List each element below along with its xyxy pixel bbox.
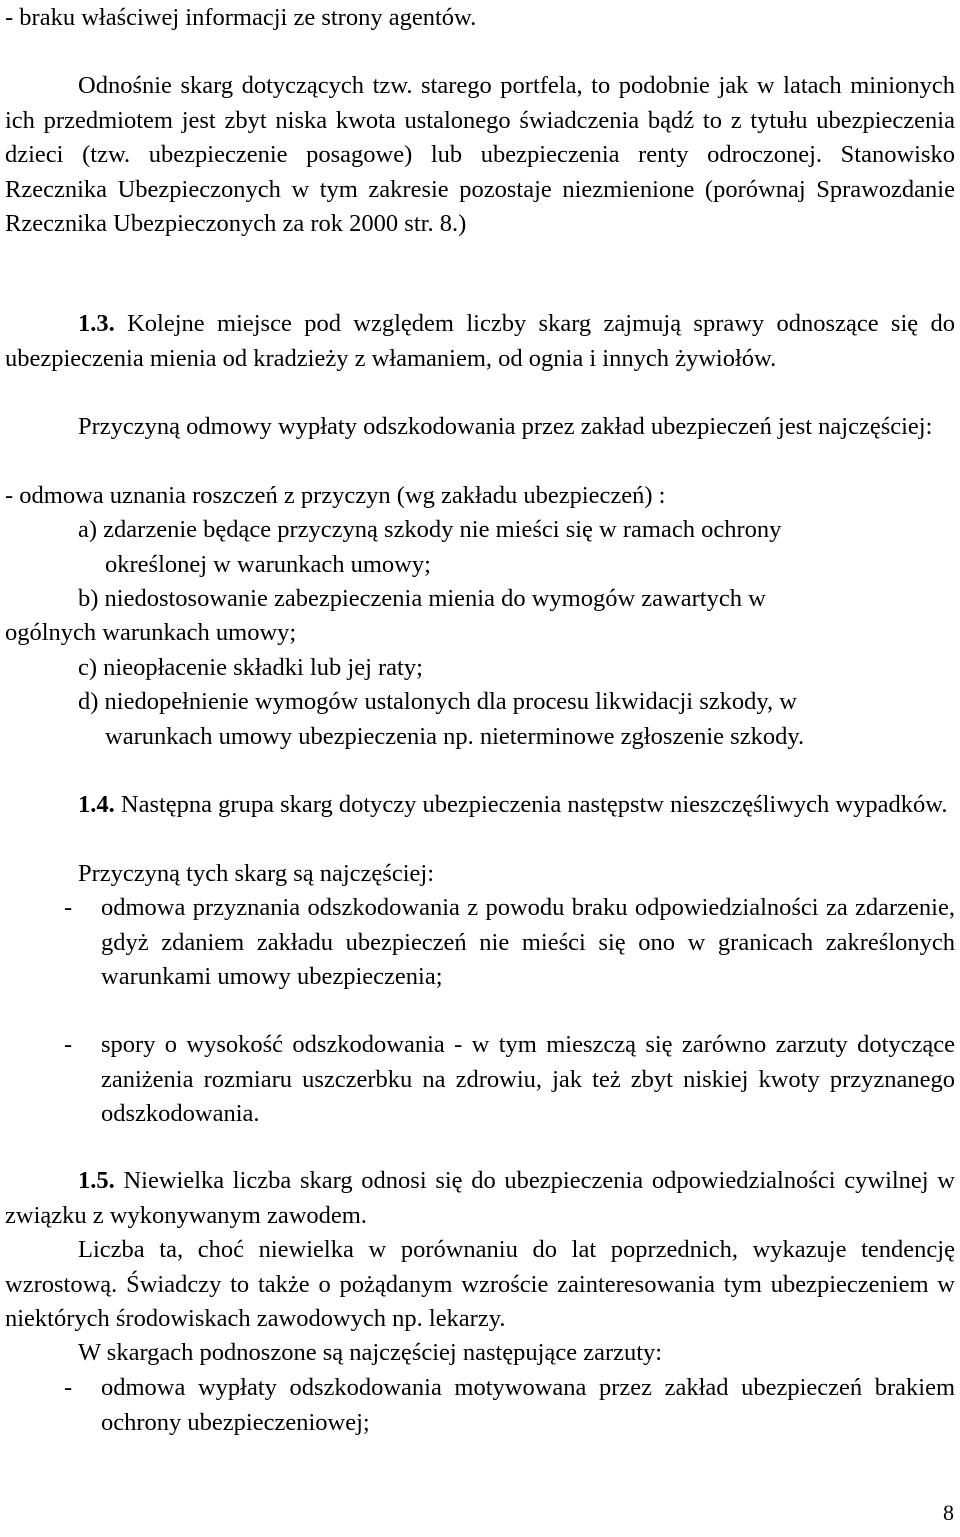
list-item-c: c) nieopłacenie składki lub jej raty;	[78, 654, 423, 681]
paragraph-objections: W skargach podnoszone są najczęściej następujące zarzuty:	[78, 1339, 663, 1366]
list-item-b-cont: ogólnych warunkach umowy;	[5, 619, 297, 646]
list-item-a: a) zdarzenie będące przyczyną szkody nie mieści się w ramach ochrony	[78, 516, 782, 543]
paragraph-claim-refusal: - odmowa uznania roszczeń z przyczyn (wg zakładu ubezpieczeń) :	[5, 482, 666, 509]
dash-item-disputes: spory o wysokość odszkodowania - w tym mieszczą się zarówno zarzuty dotyczące zaniżenia rozmiaru uszczerbku na zdrowiu, jak też zbyt niskiej kwoty przyznanego odszkodowania.	[101, 1031, 955, 1127]
list-item-a-cont: określonej w warunkach umowy;	[105, 551, 431, 578]
list-item-d-cont: warunkach umowy ubezpieczenia np. nieterminowe zgłoszenie szkody.	[105, 723, 805, 750]
dash-marker: -	[64, 894, 73, 921]
section-number: 1.4.	[78, 791, 115, 818]
dash-item-refusal: odmowa przyznania odszkodowania z powodu braku odpowiedzialności za zdarzenie, gdyż zdaniem zakładu ubezpieczeń nie mieści się ono w granicach zakreślonych warunkami umowy ubezpieczenia;	[101, 894, 955, 990]
section-text: Kolejne miejsce pod względem liczby skarg zajmują sprawy odnoszące się do ubezpieczenia mienia od kradzieży z włamaniem, od ognia i innych żywiołów.	[5, 310, 955, 372]
section-1-5	[5, 1164, 955, 1233]
section-text: Niewielka liczba skarg odnosi się do ubezpieczenia odpowiedzialności cywilnej w związku z wykonywanym zawodem.	[5, 1167, 955, 1229]
section-text: Następna grupa skarg dotyczy ubezpieczenia następstw nieszczęśliwych wypadków.	[114, 791, 948, 818]
dash-marker: -	[64, 1031, 73, 1058]
paragraph-refusal-reason: Przyczyną odmowy wypłaty odszkodowania przez zakład ubezpieczeń jest najczęściej:	[78, 413, 933, 440]
list-item-d: d) niedopełnienie wymogów ustalonych dla procesu likwidacji szkody, w	[78, 688, 797, 715]
dash-item-no-coverage: odmowa wypłaty odszkodowania motywowana przez zakład ubezpieczeń brakiem ochrony ubezpieczeniowej;	[101, 1374, 955, 1436]
paragraph-old-portfolio: Odnośnie skarg dotyczących tzw. starego portfela, to podobnie jak w latach minionych ich przedmiotem jest zbyt niska kwota ustalonego świadczenia bądź to z tytułu ubezpieczenia dzieci (tzw. ubezpieczenie posagowe) lub ubezpieczenia renty odroczonej. Stanowisko Rzecznika Ubezpieczonych w tym zakresie pozostaje niezmienione (porównaj Sprawozdanie Rzecznika Ubezpieczonych za rok 2000 str. 8.)	[5, 72, 955, 237]
dash-marker: -	[64, 1374, 73, 1401]
paragraph-growth-trend: Liczba ta, choć niewielka w porównaniu do lat poprzednich, wykazuje tendencję wzrostową. Świadczy to także o pożądanym wzroście zainteresowania tym ubezpieczeniem w niektórych środowiskach zawodowych np. lekarzy.	[5, 1236, 955, 1332]
page-number: 8	[943, 1500, 954, 1525]
list-item-b: b) niedostosowanie zabezpieczenia mienia do wymogów zawartych w	[78, 585, 766, 612]
paragraph-agents: - braku właściwej informacji ze strony agentów.	[5, 4, 477, 31]
section-1-3	[5, 307, 955, 376]
section-number: 1.5.	[78, 1167, 115, 1194]
section-number: 1.3.	[78, 310, 115, 337]
section-1-4	[5, 788, 955, 823]
paragraph-complaint-reasons: Przyczyną tych skarg są najczęściej:	[78, 860, 435, 887]
